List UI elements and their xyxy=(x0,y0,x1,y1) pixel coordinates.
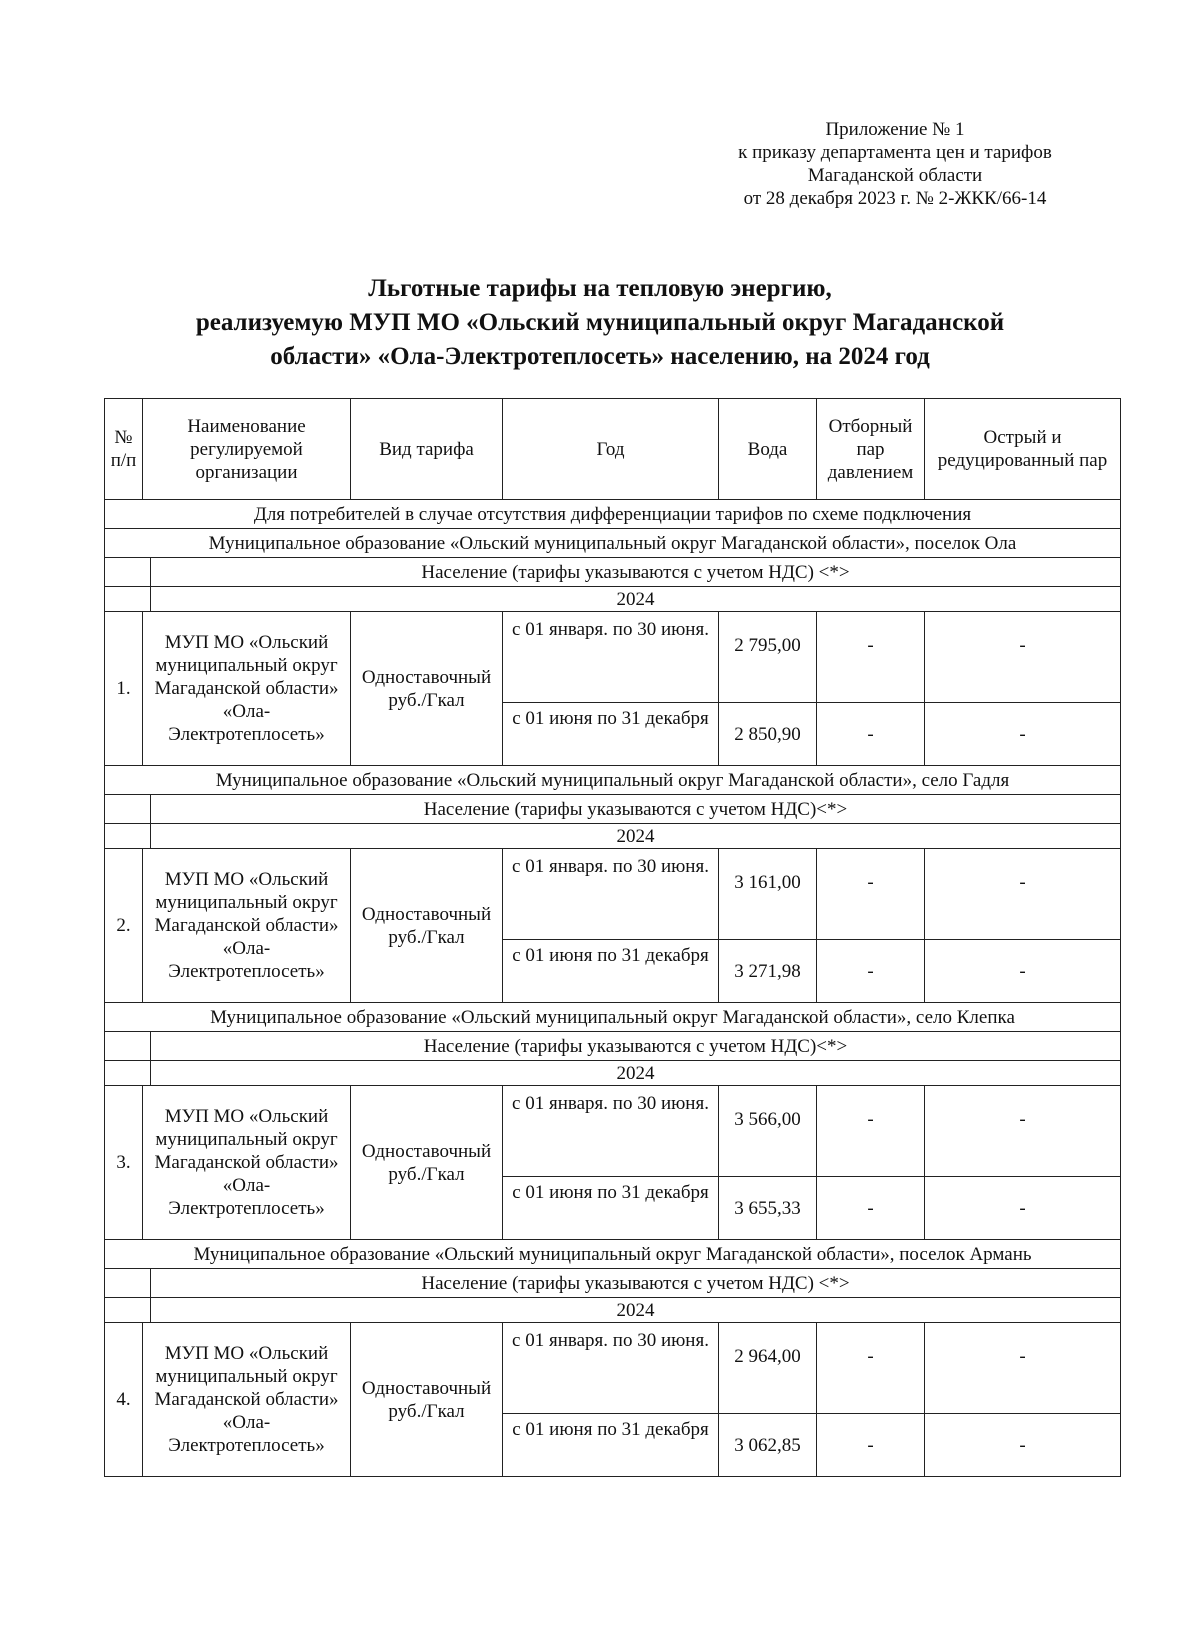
water-tariff-value: 2 795,00 xyxy=(719,612,817,703)
year-label: 2024 xyxy=(151,1061,1121,1086)
tariff-type: Одноставочный руб./Гкал xyxy=(351,612,503,766)
steam-sharp-value: - xyxy=(925,1323,1121,1414)
organization-name: МУП МО «Ольский муниципальный округ Магаданской области» «Ола-Электротеплосеть» xyxy=(143,1086,351,1240)
year-row xyxy=(105,1061,1121,1086)
municipality-row xyxy=(105,529,1121,558)
municipality-row xyxy=(105,766,1121,795)
municipality-name: Муниципальное образование «Ольский муниципальный округ Магаданской области», поселок Ола xyxy=(105,529,1121,558)
tariff-row xyxy=(105,612,1121,703)
organization-name: МУП МО «Ольский муниципальный округ Магаданской области» «Ола-Электротеплосеть» xyxy=(143,849,351,1003)
year-row xyxy=(105,1298,1121,1323)
organization-name: МУП МО «Ольский муниципальный округ Магаданской области» «Ола-Электротеплосеть» xyxy=(143,1323,351,1477)
title-line: области» «Ола-Электротеплосеть» населению, на 2024 год xyxy=(270,343,930,370)
steam-selected-value: - xyxy=(817,612,925,703)
municipality-row xyxy=(105,1240,1121,1269)
steam-sharp-value: - xyxy=(925,1086,1121,1177)
tariff-row xyxy=(105,1323,1121,1414)
steam-sharp-value: - xyxy=(925,849,1121,940)
municipality-name: Муниципальное образование «Ольский муниципальный округ Магаданской области», село Гадля xyxy=(105,766,1121,795)
population-row xyxy=(105,1032,1121,1061)
period-second-half: с 01 июня по 31 декабря xyxy=(503,703,719,766)
steam-sharp-value: - xyxy=(925,703,1121,766)
blank-cell xyxy=(105,1061,151,1086)
year-label: 2024 xyxy=(151,824,1121,849)
steam-selected-value: - xyxy=(817,1323,925,1414)
row-number: 1. xyxy=(105,612,143,766)
population-label: Население (тарифы указываются с учетом НДС)<*> xyxy=(151,1032,1121,1061)
steam-selected-value: - xyxy=(817,1086,925,1177)
steam-sharp-value: - xyxy=(925,1177,1121,1240)
population-row xyxy=(105,1269,1121,1298)
appendix-line: Магаданской области xyxy=(807,165,983,186)
tariff-table xyxy=(104,398,1121,1477)
period-second-half: с 01 июня по 31 декабря xyxy=(503,1177,719,1240)
header-org: Наименование регулируемой организации xyxy=(143,399,351,500)
water-tariff-value: 3 271,98 xyxy=(719,940,817,1003)
organization-name: МУП МО «Ольский муниципальный округ Магаданской области» «Ола-Электротеплосеть» xyxy=(143,612,351,766)
tariff-type: Одноставочный руб./Гкал xyxy=(351,1323,503,1477)
period-second-half: с 01 июня по 31 декабря xyxy=(503,940,719,1003)
title-line: Льготные тарифы на тепловую энергию, xyxy=(368,275,832,302)
blank-cell xyxy=(105,1298,151,1323)
section-title: Для потребителей в случае отсутствия дифференциации тарифов по схеме подключения xyxy=(105,500,1121,529)
blank-cell xyxy=(105,1269,151,1298)
period-first-half: с 01 января. по 30 июня. xyxy=(503,849,719,940)
blank-cell xyxy=(105,558,151,587)
blank-cell xyxy=(105,795,151,824)
header-row xyxy=(105,399,1121,500)
steam-sharp-value: - xyxy=(925,1414,1121,1477)
water-tariff-value: 2 850,90 xyxy=(719,703,817,766)
population-label: Население (тарифы указываются с учетом НДС) <*> xyxy=(151,558,1121,587)
blank-cell xyxy=(105,824,151,849)
header-steam-selected: Отборный пар давлением xyxy=(817,399,925,500)
appendix-line: Приложение № 1 xyxy=(825,119,965,140)
row-number: 2. xyxy=(105,849,143,1003)
header-tariff-type: Вид тарифа xyxy=(351,399,503,500)
population-row xyxy=(105,795,1121,824)
tariff-type: Одноставочный руб./Гкал xyxy=(351,1086,503,1240)
period-second-half: с 01 июня по 31 декабря xyxy=(503,1414,719,1477)
tariff-row xyxy=(105,1086,1121,1177)
population-label: Население (тарифы указываются с учетом НДС)<*> xyxy=(151,795,1121,824)
title-line: реализуемую МУП МО «Ольский муниципальный округ Магаданской xyxy=(195,309,1005,336)
water-tariff-value: 3 062,85 xyxy=(719,1414,817,1477)
appendix-line: к приказу департамента цен и тарифов xyxy=(738,142,1052,163)
year-label: 2024 xyxy=(151,587,1121,612)
population-row xyxy=(105,558,1121,587)
period-first-half: с 01 января. по 30 июня. xyxy=(503,1086,719,1177)
document-title xyxy=(100,272,1100,374)
header-num: № п/п xyxy=(105,399,143,500)
municipality-name: Муниципальное образование «Ольский муниципальный округ Магаданской области», поселок Армань xyxy=(105,1240,1121,1269)
header-water: Вода xyxy=(719,399,817,500)
steam-selected-value: - xyxy=(817,1414,925,1477)
row-number: 4. xyxy=(105,1323,143,1477)
year-row xyxy=(105,824,1121,849)
steam-sharp-value: - xyxy=(925,612,1121,703)
water-tariff-value: 3 655,33 xyxy=(719,1177,817,1240)
water-tariff-value: 3 566,00 xyxy=(719,1086,817,1177)
header-steam-sharp: Острый и редуцированный пар xyxy=(925,399,1121,500)
period-first-half: с 01 января. по 30 июня. xyxy=(503,612,719,703)
appendix-block xyxy=(700,118,1090,210)
row-number: 3. xyxy=(105,1086,143,1240)
tariff-type: Одноставочный руб./Гкал xyxy=(351,849,503,1003)
steam-selected-value: - xyxy=(817,940,925,1003)
water-tariff-value: 2 964,00 xyxy=(719,1323,817,1414)
steam-selected-value: - xyxy=(817,849,925,940)
steam-selected-value: - xyxy=(817,1177,925,1240)
steam-selected-value: - xyxy=(817,703,925,766)
municipality-row xyxy=(105,1003,1121,1032)
year-label: 2024 xyxy=(151,1298,1121,1323)
year-row xyxy=(105,587,1121,612)
steam-sharp-value: - xyxy=(925,940,1121,1003)
blank-cell xyxy=(105,587,151,612)
population-label: Население (тарифы указываются с учетом НДС) <*> xyxy=(151,1269,1121,1298)
period-first-half: с 01 января. по 30 июня. xyxy=(503,1323,719,1414)
municipality-name: Муниципальное образование «Ольский муниципальный округ Магаданской области», село Клепка xyxy=(105,1003,1121,1032)
appendix-line: от 28 декабря 2023 г. № 2-ЖКК/66-14 xyxy=(743,188,1047,209)
tariff-row xyxy=(105,849,1121,940)
section-row xyxy=(105,500,1121,529)
blank-cell xyxy=(105,1032,151,1061)
water-tariff-value: 3 161,00 xyxy=(719,849,817,940)
header-year: Год xyxy=(503,399,719,500)
